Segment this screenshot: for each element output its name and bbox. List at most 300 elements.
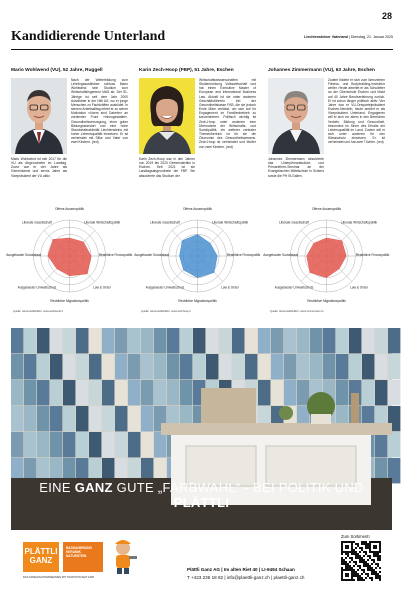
qr-module xyxy=(347,563,349,565)
wall-tile xyxy=(37,406,49,431)
qr-module xyxy=(359,555,361,557)
wall-tile xyxy=(180,380,192,405)
qr-module xyxy=(371,567,373,569)
qr-module xyxy=(351,543,353,545)
qr-module xyxy=(345,561,347,563)
wall-tile xyxy=(141,328,153,353)
qr-module xyxy=(363,559,365,561)
wall-tile xyxy=(258,354,270,379)
chart-source: Quelle: wienerwahl/Hilti.li, www.zechhoop.li xyxy=(141,310,191,313)
qr-module xyxy=(343,563,345,565)
slogan-end: PLÄTTLI xyxy=(173,495,230,510)
radar-axis-label: Liberale Wirtschaftspolitik xyxy=(340,220,378,225)
wall-tile xyxy=(76,380,88,405)
wall-tile xyxy=(11,406,23,431)
qr-module xyxy=(369,557,371,559)
qr-module xyxy=(361,547,363,549)
qr-module xyxy=(379,545,381,547)
qr-module xyxy=(359,561,361,563)
wall-tile xyxy=(193,328,205,353)
qr-module xyxy=(379,579,381,581)
qr-module xyxy=(379,541,381,543)
wall-tile xyxy=(115,432,127,457)
wall-tile xyxy=(323,354,335,379)
candidate-heading: Johannes Zimmermann (VU), 63 Jahre, Eschen xyxy=(268,68,375,73)
qr-module xyxy=(369,577,371,579)
qr-module xyxy=(341,543,343,545)
qr-module xyxy=(355,543,357,545)
qr-module xyxy=(377,559,379,561)
qr-module xyxy=(361,559,363,561)
wall-tile xyxy=(24,328,36,353)
wall-tile xyxy=(89,406,101,431)
qr-module xyxy=(367,567,369,569)
wall-tile xyxy=(128,406,140,431)
advertisement-image xyxy=(11,328,392,530)
qr-module xyxy=(343,561,345,563)
qr-module xyxy=(343,551,345,553)
wall-tile xyxy=(63,432,75,457)
qr-module xyxy=(365,563,367,565)
wall-tile xyxy=(167,380,179,405)
wall-tile xyxy=(102,354,114,379)
wall-tile xyxy=(37,354,49,379)
wall-tile xyxy=(154,432,166,457)
qr-module xyxy=(357,565,359,567)
paper-name: Liechtensteiner Vaterland xyxy=(304,35,348,39)
wall-tile xyxy=(323,328,335,353)
qr-module xyxy=(373,559,375,561)
radar-axis-label: Offene Aussenpolitik xyxy=(182,207,213,211)
wall-tile xyxy=(128,354,140,379)
qr-module xyxy=(375,573,377,575)
candidate-bio-intro: Johannes Zimmermann absolvierte das Unterprimarstudium und Primarlehrer-Seminar an der Evangelischen Mittelschule in Schiers sowie die PH St.Gallen. xyxy=(268,157,324,178)
qr-module xyxy=(359,567,361,569)
qr-module xyxy=(351,577,353,579)
qr-module xyxy=(373,547,375,549)
qr-module xyxy=(349,551,351,553)
wall-tile xyxy=(349,354,361,379)
qr-module xyxy=(361,543,363,545)
wall-tile xyxy=(63,328,75,353)
wall-tile xyxy=(50,328,62,353)
wall-tile xyxy=(297,328,309,353)
candidate-column-3 xyxy=(263,66,390,316)
qr-module xyxy=(359,557,361,559)
qr-module xyxy=(341,561,343,563)
wall-tile xyxy=(245,328,257,353)
wall-tile xyxy=(24,432,36,457)
wall-tile xyxy=(258,328,270,353)
qr-module xyxy=(345,541,347,543)
qr-module xyxy=(361,579,363,581)
qr-module xyxy=(367,563,369,565)
qr-module xyxy=(349,569,351,571)
qr-module xyxy=(341,545,343,547)
qr-module xyxy=(349,579,351,581)
wall-tile xyxy=(128,328,140,353)
candidate-photo xyxy=(139,78,195,154)
wall-tile xyxy=(388,380,400,405)
qr-module xyxy=(363,563,365,565)
qr-module xyxy=(375,545,377,547)
qr-module xyxy=(351,571,353,573)
qr-module xyxy=(347,555,349,557)
wall-tile xyxy=(141,406,153,431)
wall-tile xyxy=(24,406,36,431)
qr-module xyxy=(353,561,355,563)
wall-tile xyxy=(89,328,101,353)
qr-module xyxy=(345,575,347,577)
qr-module xyxy=(367,573,369,575)
qr-module xyxy=(373,545,375,547)
mascot-icon xyxy=(107,538,139,574)
qr-module xyxy=(351,559,353,561)
wall-tile xyxy=(375,432,387,457)
wall-tile xyxy=(388,432,400,457)
qr-module xyxy=(379,571,381,573)
qr-module xyxy=(377,577,379,579)
qr-module xyxy=(365,545,367,547)
qr-module xyxy=(357,569,359,571)
qr-module xyxy=(367,575,369,577)
radar-axis-label: Ausgebauter Sozialstaat xyxy=(263,253,298,257)
wall-tile xyxy=(141,432,153,457)
qr-module xyxy=(353,569,355,571)
qr-module xyxy=(359,577,361,579)
qr-module xyxy=(371,571,373,573)
qr-module xyxy=(359,559,361,561)
radar-profile xyxy=(180,234,218,277)
qr-module xyxy=(371,577,373,579)
qr-module xyxy=(361,573,363,575)
wall-tile xyxy=(167,354,179,379)
qr-module xyxy=(373,553,375,555)
qr-module xyxy=(365,543,367,545)
radar-axis-label: Liberale Gesellschaft xyxy=(150,220,180,225)
qr-module xyxy=(341,553,343,555)
wall-tile xyxy=(76,406,88,431)
candidate-bio-intro: Karin Zech-Hoop war in den Jahren von 2019 bis 2023 Gemeinderätin in Eschen. Seit 2021 ist sie Landtagsabgeordnete der FBP. Sie absolvierte das Studium der xyxy=(139,157,195,178)
wall-tile xyxy=(180,328,192,353)
wall-tile xyxy=(89,380,101,405)
qr-module xyxy=(347,575,349,577)
qr-label: Zum Sortiment! xyxy=(341,534,370,539)
wall-tile xyxy=(219,328,231,353)
qr-module xyxy=(367,555,369,557)
qr-module xyxy=(363,551,365,553)
qr-module xyxy=(357,575,359,577)
qr-module xyxy=(379,551,381,553)
qr-module xyxy=(369,555,371,557)
wall-tile xyxy=(232,354,244,379)
wall-tile xyxy=(11,354,23,379)
slogan-middle: GUTE „FARBWAHL“ - BEI POLITIK UND xyxy=(116,480,364,495)
wall-tile xyxy=(167,328,179,353)
qr-module xyxy=(375,551,377,553)
wall-tile xyxy=(375,354,387,379)
qr-module xyxy=(341,547,343,549)
qr-module xyxy=(371,579,373,581)
qr-module xyxy=(345,553,347,555)
dateline: Liechtensteiner Vaterland | Dienstag, 21. Januar 2025 xyxy=(304,35,393,39)
qr-module xyxy=(351,551,353,553)
qr-module xyxy=(341,575,343,577)
qr-module xyxy=(351,545,353,547)
smartspider-chart xyxy=(134,196,261,311)
qr-module xyxy=(361,541,363,543)
wall-tile xyxy=(141,380,153,405)
wall-tile xyxy=(76,354,88,379)
qr-module xyxy=(375,553,377,555)
qr-module xyxy=(355,563,357,565)
qr-module xyxy=(363,543,365,545)
qr-module xyxy=(373,569,375,571)
qr-module xyxy=(361,577,363,579)
wall-tile xyxy=(284,328,296,353)
qr-module xyxy=(353,575,355,577)
qr-module xyxy=(341,579,343,581)
qr-module xyxy=(365,553,367,555)
qr-module xyxy=(351,567,353,569)
wall-tile xyxy=(115,354,127,379)
company-address: Plättli Ganz AG | Im alten Riet 40 | LI-9494 Schaan xyxy=(187,567,295,572)
wall-tile xyxy=(336,380,348,405)
wall-tile xyxy=(310,354,322,379)
qr-module xyxy=(341,571,343,573)
wall-tile xyxy=(102,380,114,405)
ad-slogan xyxy=(11,480,392,510)
wall-tile xyxy=(206,328,218,353)
wall-tile xyxy=(76,328,88,353)
radar-axis-label: Law & Order xyxy=(221,285,239,290)
qr-module xyxy=(365,547,367,549)
qr-module xyxy=(363,579,365,581)
qr-module xyxy=(375,571,377,573)
radar-axis-label: Restriktive Finanzpolitik xyxy=(226,253,261,257)
qr-module xyxy=(357,573,359,575)
wall-tile xyxy=(284,354,296,379)
wall-tile xyxy=(375,328,387,353)
service-tag: BADSANIERUNG KERAMIK NATURSTEIN xyxy=(63,542,103,572)
wall-tile xyxy=(11,328,23,353)
qr-module xyxy=(347,551,349,553)
slogan-brand: GANZ xyxy=(74,480,113,495)
qr-module xyxy=(379,547,381,549)
wall-tile xyxy=(206,354,218,379)
qr-module xyxy=(357,579,359,581)
wall-tile xyxy=(154,328,166,353)
qr-module xyxy=(343,559,345,561)
wall-tile xyxy=(115,328,127,353)
qr-module xyxy=(349,561,351,563)
qr-module xyxy=(369,565,371,567)
qr-module xyxy=(347,547,349,549)
qr-module xyxy=(357,543,359,545)
wall-tile xyxy=(24,354,36,379)
qr-module xyxy=(347,545,349,547)
radar-axis-label: Ausgebauter Umweltschutz xyxy=(274,285,314,290)
qr-module xyxy=(345,573,347,575)
qr-module xyxy=(371,569,373,571)
wall-tile xyxy=(37,328,49,353)
qr-module xyxy=(351,549,353,551)
wall-tile xyxy=(89,354,101,379)
qr-module xyxy=(347,541,349,543)
qr-module xyxy=(377,565,379,567)
qr-module xyxy=(351,569,353,571)
qr-module xyxy=(379,575,381,577)
qr-module xyxy=(379,567,381,569)
qr-module xyxy=(377,563,379,565)
wall-tile xyxy=(11,432,23,457)
qr-module xyxy=(355,555,357,557)
qr-module xyxy=(355,561,357,563)
logo-word-2: GANZ xyxy=(29,556,53,565)
wall-tile xyxy=(297,380,309,405)
ad-footer xyxy=(11,535,392,597)
qr-module xyxy=(351,553,353,555)
wall-tile xyxy=(63,380,75,405)
radar-axis-label: Ausgebauter Sozialstaat xyxy=(6,253,41,257)
wall-tile xyxy=(63,406,75,431)
qr-module xyxy=(357,545,359,547)
wall-tile xyxy=(89,432,101,457)
qr-module xyxy=(365,551,367,553)
wall-tile xyxy=(11,380,23,405)
wall-tile xyxy=(388,328,400,353)
radar-profile xyxy=(48,238,91,276)
slogan-start: EINE xyxy=(39,480,71,495)
wall-tile xyxy=(180,354,192,379)
wall-tile xyxy=(271,328,283,353)
qr-module xyxy=(353,549,355,551)
qr-module xyxy=(365,561,367,563)
qr-module xyxy=(367,545,369,547)
qr-module xyxy=(371,541,373,543)
qr-module xyxy=(345,567,347,569)
radar-profile xyxy=(307,238,347,278)
qr-module xyxy=(369,551,371,553)
qr-module xyxy=(353,571,355,573)
wall-tile xyxy=(50,406,62,431)
radar-axis-label: Ausgebauter Sozialstaat xyxy=(134,253,169,257)
qr-module xyxy=(353,565,355,567)
qr-module xyxy=(351,547,353,549)
qr-module xyxy=(341,563,343,565)
candidate-bio: Wirtschaftswissenschaften mit Studienrichtung Volkswirtschaft und hat einen Executive Master of European and International Business Law. Aktuell ist sie unter anderem Geschäftsführerin bei der Gesundheitskasse FKB, die sie jedoch Ende März verlässt, um sich auf ihr Engagement im Familienbetrieb zu konzentrieren. Politisch wichtig ist Zech-Hoop unter anderem eine Übernahme der Wirtschafts- und Sozialpolitik, ein weiterer zentraler Themenbereich ist für sie die Ökonomie des Gesundheitswesens. Zech-Hoop ist verheiratet und Mutter von zwei Kindern. (red) xyxy=(199,78,256,149)
qr-module xyxy=(347,579,349,581)
qr-module xyxy=(377,555,379,557)
wall-tile xyxy=(115,380,127,405)
qr-module xyxy=(353,541,355,543)
wall-tile xyxy=(128,380,140,405)
qr-module xyxy=(373,555,375,557)
wall-tile xyxy=(115,406,127,431)
wall-tile xyxy=(50,354,62,379)
wall-tile xyxy=(349,328,361,353)
chart-source: Quelle: wienerwahl/Hilti.li, www.zimmermann.li xyxy=(270,310,324,313)
qr-module xyxy=(351,579,353,581)
qr-module xyxy=(345,569,347,571)
qr-module xyxy=(377,575,379,577)
logo-word-1: PLÄTTLI xyxy=(24,547,58,556)
wall-tile xyxy=(102,406,114,431)
wall-tile xyxy=(388,354,400,379)
wall-tile xyxy=(219,354,231,379)
candidate-bio: Zudem bildete er sich zum lizenzierten Fitness- und Bodybuilding-Instruktor weiter. Heute arbeitet er als Schulleiter an der Oberschule Eschen und blickt auf 40 Jahre Berufserfahrung zurück. Er ist schon länger politisch aktiv: Vier Jahre war er VU-Ortsparteipräsident Eschen-Nendeln, heute amtiert er als Vizepräsident Unterland. Engagieren will er sich vor allem in den Bereichen Verkehr, Bildung und Gesundheit, besonders im Sinne des Erhalts der Lebensqualität im Land. Zudem will er sich unter anderem für den Klimaschutz einsetzen. Er ist verheiratet und hat zwei Töchter. (red) xyxy=(328,78,385,145)
wall-tile xyxy=(154,380,166,405)
qr-module xyxy=(347,567,349,569)
qr-module xyxy=(379,549,381,551)
qr-module xyxy=(359,575,361,577)
qr-module xyxy=(371,573,373,575)
qr-module xyxy=(343,569,345,571)
wall-tile xyxy=(50,432,62,457)
wall-tile xyxy=(76,432,88,457)
smartspider-chart xyxy=(263,196,390,311)
qr-module xyxy=(367,559,369,561)
qr-module xyxy=(369,549,371,551)
qr-module xyxy=(341,557,343,559)
qr-module xyxy=(373,561,375,563)
qr-module xyxy=(379,543,381,545)
qr-module xyxy=(377,573,379,575)
radar-axis-label: Liberale Wirtschaftspolitik xyxy=(211,220,249,225)
qr-module xyxy=(361,569,363,571)
qr-module xyxy=(353,553,355,555)
qr-module xyxy=(353,573,355,575)
qr-module xyxy=(345,579,347,581)
qr-module xyxy=(357,553,359,555)
qr-module xyxy=(347,553,349,555)
wall-tile xyxy=(154,354,166,379)
qr-module xyxy=(341,577,343,579)
qr-module xyxy=(359,551,361,553)
qr-module xyxy=(365,565,367,567)
qr-module xyxy=(353,579,355,581)
qr-module xyxy=(357,555,359,557)
qr-module xyxy=(369,545,371,547)
qr-module xyxy=(363,565,365,567)
qr-module xyxy=(379,559,381,561)
qr-module xyxy=(349,557,351,559)
qr-module xyxy=(375,555,377,557)
qr-module xyxy=(345,547,347,549)
qr-module xyxy=(375,567,377,569)
qr-module xyxy=(375,577,377,579)
radar-axis-label: Ausgebauter Umweltschutz xyxy=(17,285,57,290)
qr-module xyxy=(347,569,349,571)
wall-tile xyxy=(50,380,62,405)
radar-axis-label: Restriktive Migrationspolitik xyxy=(178,299,217,303)
candidate-column-1 xyxy=(6,66,133,316)
qr-module xyxy=(359,547,361,549)
qr-module xyxy=(341,541,343,543)
qr-module xyxy=(349,567,351,569)
qr-module xyxy=(373,571,375,573)
qr-module xyxy=(367,569,369,571)
radar-axis-label: Restriktive Finanzpolitik xyxy=(355,253,390,257)
qr-module xyxy=(359,579,361,581)
radar-axis-label: Liberale Gesellschaft xyxy=(22,220,52,225)
wall-tile xyxy=(37,432,49,457)
qr-module xyxy=(355,547,357,549)
candidate-bio-intro: Mario Wohlwend ist seit 2017 für die VU als Abgeordneter im Landtag. Zuvor war er vier Jahre als Gemeinderat und sechs Jahre als Vizepräsident der VU aktiv. xyxy=(11,157,67,178)
smartspider-chart xyxy=(6,196,133,311)
qr-code[interactable] xyxy=(341,541,381,581)
wall-tile xyxy=(128,432,140,457)
